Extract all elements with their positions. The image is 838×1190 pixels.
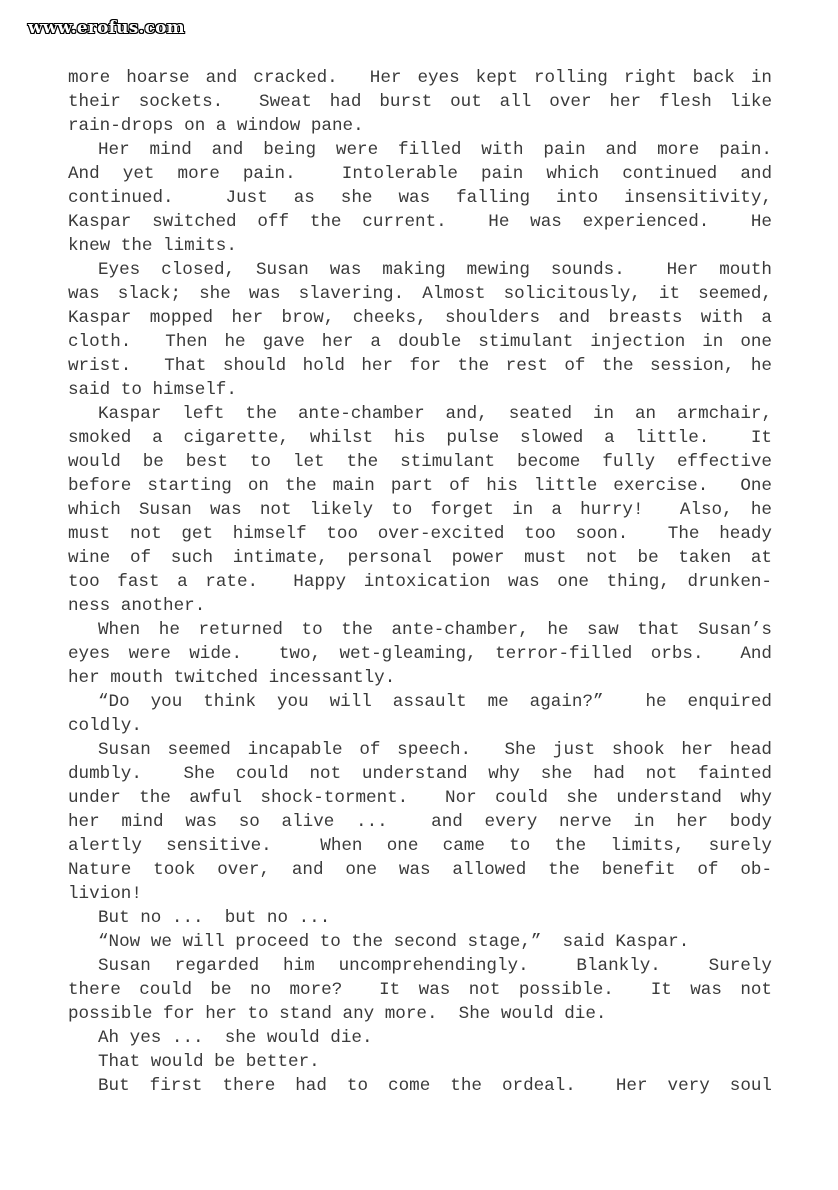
text-line: Susan regarded him uncomprehendingly. Blankly. Surely xyxy=(98,956,772,976)
text-line: there could be no more? It was not possible. It was not xyxy=(68,980,772,1000)
text-line: was slack; she was slavering. Almost solicitously, it seemed, xyxy=(68,284,772,304)
text-line: But first there had to come the ordeal. Her very soul xyxy=(98,1076,772,1096)
text-line: her mind was so alive ... and every nerve in her body xyxy=(68,812,772,832)
text-line: But no ... but no ... xyxy=(98,908,331,928)
text-line: dumbly. She could not understand why she had not fainted xyxy=(68,764,772,784)
text-line: more hoarse and cracked. Her eyes kept rolling right back in xyxy=(68,68,772,88)
text-line: Kaspar mopped her brow, cheeks, shoulders and breasts with a xyxy=(68,308,772,328)
text-line: When he returned to the ante-chamber, he saw that Susan’s xyxy=(98,620,772,640)
text-line: too fast a rate. Happy intoxication was one thing, drunken- xyxy=(68,572,772,592)
text-line: wine of such intimate, personal power must not be taken at xyxy=(68,548,772,568)
text-line: rain-drops on a window pane. xyxy=(68,116,364,136)
text-line: knew the limits. xyxy=(68,236,237,256)
text-line: which Susan was not likely to forget in a hurry! Also, he xyxy=(68,500,772,520)
text-line: eyes were wide. two, wet-gleaming, terror-filled orbs. And xyxy=(68,644,772,664)
text-line: possible for her to stand any more. She would die. xyxy=(68,1004,607,1024)
watermark: www.erofus.com xyxy=(28,18,185,38)
text-line: Eyes closed, Susan was making mewing sounds. Her mouth xyxy=(98,260,772,280)
text-line: her mouth twitched incessantly. xyxy=(68,668,396,688)
text-line: ness another. xyxy=(68,596,206,616)
text-line: Susan seemed incapable of speech. She just shook her head xyxy=(98,740,772,760)
text-line: Kaspar left the ante-chamber and, seated in an armchair, xyxy=(98,404,772,424)
text-line: wrist. That should hold her for the rest of the session, he xyxy=(68,356,772,376)
text-line: And yet more pain. Intolerable pain which continued and xyxy=(68,164,772,184)
text-line: “Now we will proceed to the second stage,” said Kaspar. xyxy=(98,932,690,952)
text-line: coldly. xyxy=(68,716,142,736)
text-line: Her mind and being were filled with pain and more pain. xyxy=(98,140,772,160)
text-line: livion! xyxy=(68,884,142,904)
text-line: said to himself. xyxy=(68,380,237,400)
text-line: smoked a cigarette, whilst his pulse slowed a little. It xyxy=(68,428,772,448)
text-line: Ah yes ... she would die. xyxy=(98,1028,373,1048)
text-line: their sockets. Sweat had burst out all over her flesh like xyxy=(68,92,772,112)
text-line: must not get himself too over-excited too soon. The heady xyxy=(68,524,772,544)
text-line: alertly sensitive. When one came to the limits, surely xyxy=(68,836,772,856)
text-line: before starting on the main part of his little exercise. One xyxy=(68,476,772,496)
page-body xyxy=(68,66,772,1098)
text-line: cloth. Then he gave her a double stimulant injection in one xyxy=(68,332,772,352)
text-line: “Do you think you will assault me again?” he enquired xyxy=(98,692,772,712)
text-line: would be best to let the stimulant become fully effective xyxy=(68,452,772,472)
text-line: under the awful shock-torment. Nor could she understand why xyxy=(68,788,772,808)
text-line: That would be better. xyxy=(98,1052,320,1072)
text-line: continued. Just as she was falling into insensitivity, xyxy=(68,188,772,208)
text-line: Nature took over, and one was allowed the benefit of ob- xyxy=(68,860,772,880)
text-line: Kaspar switched off the current. He was experienced. He xyxy=(68,212,772,232)
